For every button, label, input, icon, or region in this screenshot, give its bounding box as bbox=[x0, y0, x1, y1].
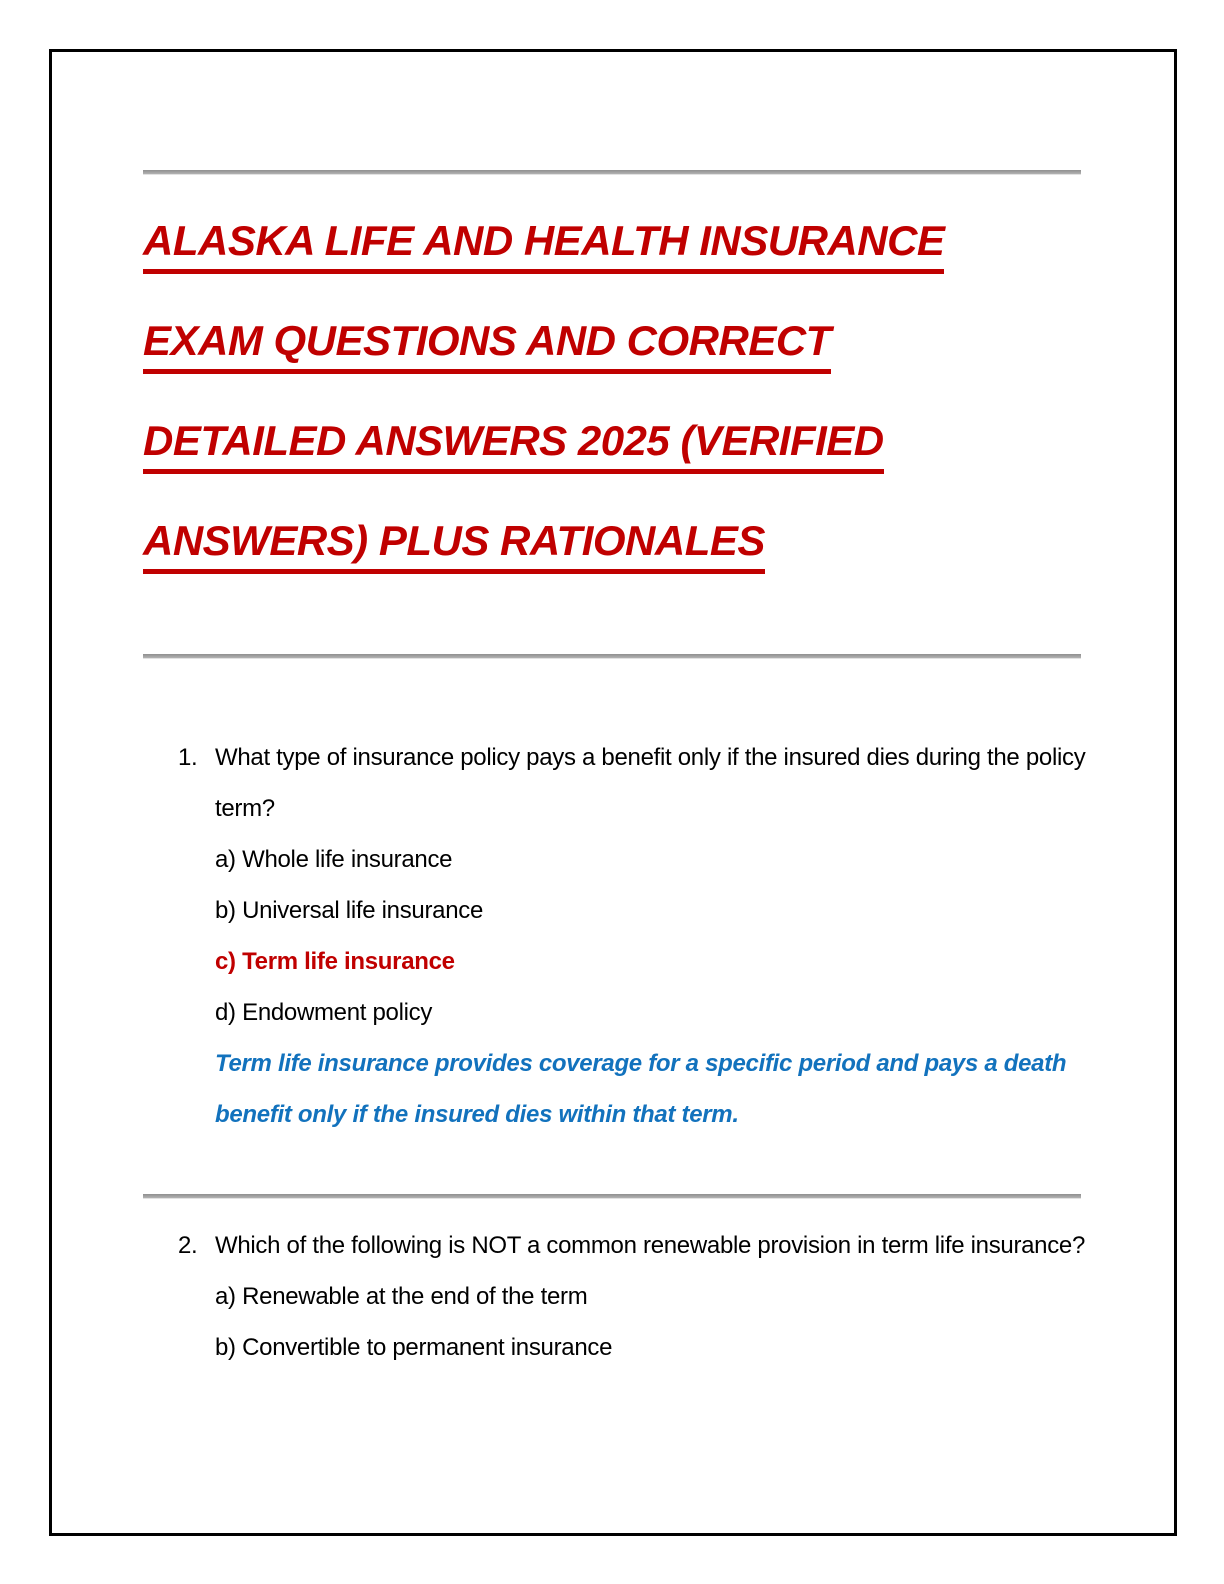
title-line-1 bbox=[143, 191, 1134, 291]
section-divider-between-questions bbox=[143, 1194, 1081, 1199]
question-2 bbox=[143, 1220, 1134, 1373]
question-1-option-b: b) Universal life insurance bbox=[215, 897, 484, 924]
title-line-2 bbox=[143, 291, 1134, 391]
question-1-text: What type of insurance policy pays a benefit only if the insured dies during the policy term? bbox=[215, 744, 1086, 822]
question-1-rationale: Term life insurance provides coverage for a specific period and pays a death benefit only if the insured dies within that term. bbox=[215, 1050, 1067, 1128]
question-2-number: 2. bbox=[178, 1232, 198, 1259]
question-1-body bbox=[215, 732, 1095, 1140]
question-2-text: Which of the following is NOT a common renewable provision in term life insurance? bbox=[215, 1232, 1086, 1259]
title-line-4-text: ANSWERS) PLUS RATIONALES bbox=[143, 517, 765, 574]
question-2-option-b: b) Convertible to permanent insurance bbox=[215, 1334, 613, 1361]
question-1-option-c-correct-answer: c) Term life insurance bbox=[215, 948, 455, 975]
question-2-option-a: a) Renewable at the end of the term bbox=[215, 1283, 588, 1310]
question-1-option-a: a) Whole life insurance bbox=[215, 846, 453, 873]
page-content bbox=[52, 170, 1174, 1373]
question-1-option-d: d) Endowment policy bbox=[215, 999, 433, 1026]
question-2-body bbox=[215, 1220, 1095, 1373]
document-title bbox=[143, 191, 1134, 591]
title-line-4 bbox=[143, 491, 1134, 591]
title-line-2-text: EXAM QUESTIONS AND CORRECT bbox=[143, 317, 831, 374]
title-line-3-text: DETAILED ANSWERS 2025 (VERIFIED bbox=[143, 417, 884, 474]
title-line-1-text: ALASKA LIFE AND HEALTH INSURANCE bbox=[143, 217, 944, 274]
document-page bbox=[49, 49, 1177, 1536]
question-1 bbox=[143, 732, 1134, 1140]
question-1-number: 1. bbox=[178, 744, 198, 771]
title-line-3 bbox=[143, 391, 1134, 491]
section-divider-after-title bbox=[143, 654, 1081, 659]
section-divider-top bbox=[143, 170, 1081, 175]
